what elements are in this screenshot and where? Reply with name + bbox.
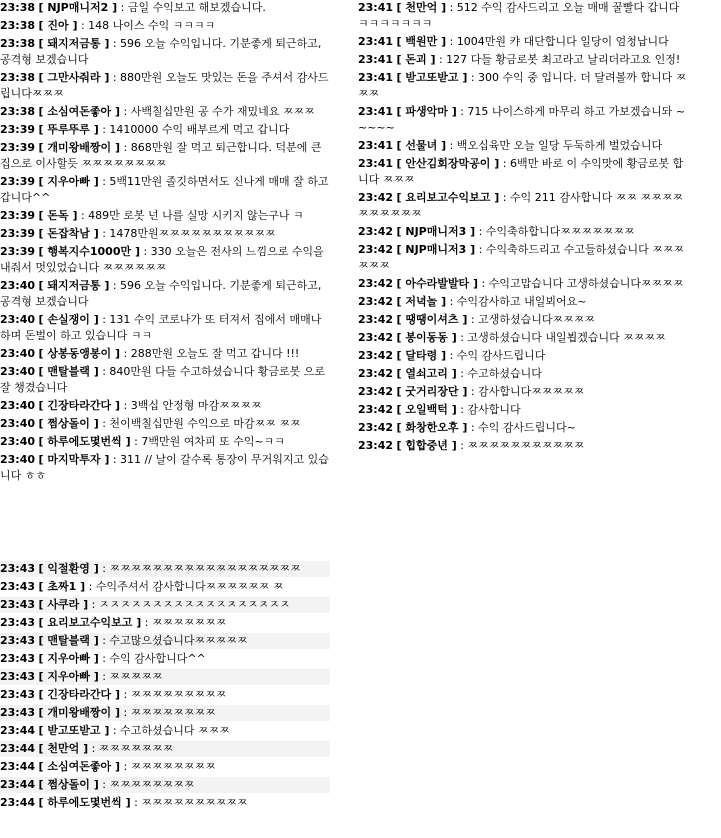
chat-message [0, 312, 330, 344]
message-time: 23:39 [0, 141, 36, 154]
message-text: : 715 나이스하게 마무리 하고 가보겠습니돠 ~~~~~ [358, 105, 686, 134]
message-nickname: [ 돼지저금통 ] [38, 279, 110, 292]
message-text: : 840만원 다들 수고하셨습니다 황금로봇 으로 잘 챙겼습니다 [0, 365, 326, 394]
chat-message [358, 420, 688, 436]
chat-message [0, 70, 330, 102]
message-nickname: [ 맨탈블랙 ] [38, 634, 99, 647]
message-nickname: [ 소심여돈좋아 ] [38, 105, 120, 118]
message-nickname: [ 요리보고수익보고 ] [396, 191, 500, 204]
message-text: : 3백십 안정형 마감ㅉㅉㅉㅉ [123, 399, 262, 412]
message-text: : 288만원 오늘도 잘 먹고 갑니다 !!! [123, 347, 300, 360]
message-text: : 5백11만원 졸깃하면서도 신나게 매매 잘 하고 갑니다^^ [0, 175, 329, 204]
chat-message [0, 741, 330, 757]
message-time: 23:40 [0, 399, 36, 412]
message-nickname: [ 지우아빠 ] [38, 670, 99, 683]
message-time: 23:43 [0, 598, 36, 611]
message-time: 23:42 [358, 349, 394, 362]
message-text: : ㅉㅉㅉㅉㅉㅉㅉㅉ [123, 706, 216, 719]
message-text: : 감사합니다 [460, 403, 521, 416]
message-nickname: [ 받고또받고 ] [38, 724, 110, 737]
message-nickname: [ 사쿠라 ] [38, 598, 89, 611]
message-nickname: [ 저녁놀 ] [396, 295, 447, 308]
message-nickname: [ NJP매니저3 ] [396, 225, 476, 238]
message-nickname: [ 안산김회장막공이 ] [396, 157, 500, 170]
chat-message [0, 278, 330, 310]
message-time: 23:42 [358, 295, 394, 308]
message-time: 23:39 [0, 175, 36, 188]
message-text: : 7백만원 여차피 또 수익~ㅋㅋ [134, 435, 285, 448]
chat-message [358, 330, 688, 346]
chat-message [358, 312, 688, 328]
message-nickname: [ 땡땡이셔츠 ] [396, 313, 468, 326]
chat-message [0, 122, 330, 138]
message-nickname: [ 긴장타라간다 ] [38, 399, 120, 412]
message-text: : 수익축하합니다ㅉㅉㅉㅉㅉㅉㅉ [478, 225, 635, 238]
message-time: 23:40 [0, 313, 36, 326]
chat-message [358, 224, 688, 240]
chat-log-left [0, 0, 330, 486]
message-text: : 330 오늘은 전사의 느낌으로 수익을 내줘서 멋있었습니다 ㅉㅉㅉㅉㅉㅉ [0, 245, 324, 274]
chat-message [0, 669, 330, 685]
message-nickname: [ 개미왕배짱이 ] [38, 706, 120, 719]
chat-message [0, 795, 330, 811]
message-time: 23:43 [0, 562, 36, 575]
chat-message [358, 438, 688, 454]
message-time: 23:41 [358, 71, 394, 84]
chat-message [358, 348, 688, 364]
chat-message [358, 156, 688, 188]
chat-message [0, 452, 330, 484]
message-time: 23:42 [358, 385, 394, 398]
message-text: : 감사합니다ㅉㅉㅉㅉㅉ [470, 385, 585, 398]
message-time: 23:42 [358, 403, 394, 416]
message-text: : ㅉㅉㅉㅉㅉㅉㅉㅉ [123, 760, 216, 773]
chat-message [0, 140, 330, 172]
message-time: 23:39 [0, 245, 36, 258]
message-time: 23:41 [358, 157, 394, 170]
chat-message [0, 561, 330, 577]
chat-message [0, 364, 330, 396]
message-text: : 천이백칠십만원 수익으로 마감ㅉㅉ ㅉㅉ [102, 417, 301, 430]
message-time: 23:38 [0, 105, 36, 118]
chat-message [358, 0, 688, 32]
message-text: : 148 나이스 수익 ㅋㅋㅋㅋ [80, 19, 216, 32]
chat-message [358, 242, 688, 274]
message-text: : ㅉㅉㅉㅉㅉㅉㅉㅉㅉㅉ [134, 796, 248, 809]
message-time: 23:41 [358, 105, 394, 118]
message-nickname: [ 개미왕배짱이 ] [38, 141, 120, 154]
message-nickname: [ 맨탈블랙 ] [38, 365, 99, 378]
chat-message [0, 244, 330, 276]
message-time: 23:44 [0, 760, 36, 773]
message-nickname: [ 요리보고수익보고 ] [38, 616, 142, 629]
message-nickname: [ 열쇠고리 ] [396, 367, 457, 380]
message-time: 23:38 [0, 71, 36, 84]
message-nickname: [ 돈잡착남 ] [38, 227, 99, 240]
message-time: 23:42 [358, 439, 394, 452]
message-nickname: [ 지우아빠 ] [38, 175, 99, 188]
message-nickname: [ 돈독 ] [38, 209, 78, 222]
message-text: : 1478만원ㅉㅉㅉㅉㅉㅉㅉㅉㅉㅉㅉ [102, 227, 276, 240]
chat-message [358, 294, 688, 310]
message-text: : 131 수익 코로나가 또 터져서 집에서 매매나 하며 돈벌이 하고 있습니다 ㅋㅋ [0, 313, 322, 342]
message-nickname: [ 돼지저금통 ] [38, 37, 110, 50]
message-time: 23:44 [0, 796, 36, 809]
message-time: 23:38 [0, 37, 36, 50]
message-nickname: [ 쩜상돌이 ] [38, 417, 99, 430]
message-nickname: [ 하루에도몇번씩 ] [38, 435, 131, 448]
message-text: : 수익주셔서 감사합니다ㅉㅉㅉㅉㅉㅉ ㅉ [88, 580, 284, 593]
message-text: : ㅉㅉㅉㅉㅉㅉㅉㅉㅉ [123, 688, 227, 701]
chat-message [0, 633, 330, 649]
message-text: : 백오십육만 오늘 일당 두둑하게 벌었습니다 [449, 139, 663, 152]
chat-message [0, 104, 330, 120]
chat-message [358, 384, 688, 400]
chat-message [358, 34, 688, 50]
message-time: 23:41 [358, 53, 394, 66]
message-text: : ㅉㅉㅉㅉㅉㅉㅉㅉ [102, 778, 195, 791]
message-text: : ㅉㅉㅉㅉㅉㅉㅉㅉㅉㅉㅉㅉㅉㅉㅉㅉㅉㅉ [102, 562, 301, 575]
chat-message [0, 705, 330, 721]
message-text: : 489만 로봇 넌 나를 실망 시키지 않는구나 ㅋ [80, 209, 304, 222]
message-nickname: [ 천만억 ] [396, 1, 447, 14]
chat-message [358, 190, 688, 222]
chat-message [0, 346, 330, 362]
message-time: 23:40 [0, 417, 36, 430]
message-nickname: [ 달타령 ] [396, 349, 447, 362]
chat-log-bottom [0, 561, 330, 813]
message-text: : 고생하셨습니다ㅉㅉㅉㅉ [470, 313, 595, 326]
message-text: : 1410000 수익 배부르게 먹고 갑니다 [102, 123, 290, 136]
message-nickname: [ NJP매니저2 ] [38, 1, 118, 14]
message-time: 23:42 [358, 277, 394, 290]
chat-message [0, 777, 330, 793]
message-time: 23:40 [0, 279, 36, 292]
message-time: 23:38 [0, 19, 36, 32]
message-time: 23:39 [0, 209, 36, 222]
message-time: 23:44 [0, 724, 36, 737]
chat-message [0, 18, 330, 34]
message-nickname: [ 천만억 ] [38, 742, 89, 755]
chat-message [0, 226, 330, 242]
chat-message [358, 138, 688, 154]
message-text: : 수익고맙습니다 고생하셨습니다ㅉㅉㅉㅉ [481, 277, 684, 290]
message-text: : 수익 211 감사합니다 ㅉㅉ ㅉㅉㅉㅉㅉㅉㅉㅉㅉㅉ [358, 191, 684, 220]
message-time: 23:39 [0, 123, 36, 136]
message-nickname: [ 선물녀 ] [396, 139, 447, 152]
chat-message [358, 104, 688, 136]
message-time: 23:43 [0, 688, 36, 701]
message-nickname: [ 쩜상돌이 ] [38, 778, 99, 791]
message-text: : 311 // 날이 갈수록 통장이 무거워지고 있습니다 ㅎㅎ [0, 453, 329, 482]
message-nickname: [ 파생악마 ] [396, 105, 457, 118]
message-text: : ㅉㅉㅉㅉㅉㅉㅉㅉㅉㅉㅉ [460, 439, 585, 452]
message-time: 23:43 [0, 580, 36, 593]
chat-message [0, 759, 330, 775]
message-time: 23:40 [0, 365, 36, 378]
message-nickname: [ 봉이동동 ] [396, 331, 457, 344]
message-time: 23:41 [358, 35, 394, 48]
message-nickname: [ 익절환영 ] [38, 562, 99, 575]
message-nickname: [ NJP매니저3 ] [396, 243, 476, 256]
chat-message [358, 52, 688, 68]
chat-message [0, 208, 330, 224]
chat-log-right [358, 0, 688, 456]
message-nickname: [ 힙합중년 ] [396, 439, 457, 452]
message-text: : 수고하셨습니다 ㅉㅉㅉ [112, 724, 230, 737]
message-time: 23:41 [358, 1, 394, 14]
chat-message [0, 579, 330, 595]
message-text: : 512 수익 감사드리고 오늘 매매 꿀빨다 갑니다 ㅋㅋㅋㅋㅋㅋㅋ [358, 1, 680, 30]
chat-message [0, 434, 330, 450]
chat-message [0, 597, 330, 613]
message-text: : ㅉㅉㅉㅉㅉㅉㅉ [144, 616, 227, 629]
message-time: 23:42 [358, 191, 394, 204]
message-text: : 596 오늘 수익입니다. 기분좋게 퇴근하고, 공격형 보겠습니다 [0, 279, 322, 308]
message-time: 23:43 [0, 616, 36, 629]
message-nickname: [ 돈괴 ] [396, 53, 436, 66]
message-text: : 고생하셨습니다 내일뵙겠습니다 ㅉㅉㅉㅉ [460, 331, 666, 344]
message-nickname: [ 그만사줘라 ] [38, 71, 110, 84]
message-text: : 금일 수익보고 해보겠습니다. [120, 1, 266, 14]
message-text: : ㅉㅉㅉㅉㅉ [102, 670, 163, 683]
message-time: 23:42 [358, 367, 394, 380]
message-time: 23:42 [358, 243, 394, 256]
message-nickname: [ 상봉동앵봉이 ] [38, 347, 120, 360]
message-text: : 수익 감사드립니다~ [470, 421, 576, 434]
message-nickname: [ 손실쟁이 ] [38, 313, 99, 326]
message-time: 23:41 [358, 139, 394, 152]
chat-message [0, 36, 330, 68]
chat-message [0, 723, 330, 739]
message-nickname: [ 긴장타라간다 ] [38, 688, 120, 701]
message-nickname: [ 소심여돈좋아 ] [38, 760, 120, 773]
message-text: : ㅈㅈㅈㅈㅈㅈㅈㅈㅈㅈㅈㅈㅈㅈㅈㅈㅈㅈ [91, 598, 291, 611]
message-time: 23:39 [0, 227, 36, 240]
message-nickname: [ 진아 ] [38, 19, 78, 32]
chat-message [0, 174, 330, 206]
chat-message [358, 402, 688, 418]
message-text: : 수익감사하고 내일뵈어요~ [449, 295, 587, 308]
message-text: : 사백칠십만원 공 수가 재밌네요 ㅉㅉㅉ [123, 105, 315, 118]
message-nickname: [ 뚜루뚜루 ] [38, 123, 99, 136]
message-nickname: [ 화창한오후 ] [396, 421, 468, 434]
message-nickname: [ 하루에도몇번씩 ] [38, 796, 131, 809]
message-time: 23:42 [358, 313, 394, 326]
message-text: : 880만원 오늘도 맛있는 돈을 주셔서 감사드립니다ㅉㅉㅉ [0, 71, 329, 100]
message-time: 23:38 [0, 1, 36, 14]
message-nickname: [ 백원만 ] [396, 35, 447, 48]
chat-message [358, 276, 688, 292]
message-nickname: [ 행복지수1000만 ] [38, 245, 140, 258]
chat-message [0, 398, 330, 414]
message-time: 23:40 [0, 453, 36, 466]
message-nickname: [ 초짜1 ] [38, 580, 86, 593]
chat-message [358, 70, 688, 102]
message-time: 23:43 [0, 634, 36, 647]
message-time: 23:43 [0, 652, 36, 665]
message-text: : 수익축하드리고 수고들하셨습니다 ㅉㅉㅉㅉㅉㅉ [358, 243, 685, 272]
message-text: : 수고하셨습니다 [460, 367, 542, 380]
message-text: : 수익 감사합니다^^ [102, 652, 206, 665]
message-time: 23:42 [358, 421, 394, 434]
message-nickname: [ 아수라발발타 ] [396, 277, 478, 290]
message-text: : 596 오늘 수익입니다. 기분좋게 퇴근하고, 공격형 보겠습니다 [0, 37, 322, 66]
message-time: 23:40 [0, 347, 36, 360]
message-text: : 300 수익 중 입니다. 더 달려볼까 합니다 ㅉㅉㅉ [358, 71, 687, 100]
chat-message [0, 0, 330, 16]
message-nickname: [ 지우아빠 ] [38, 652, 99, 665]
message-text: : 127 다들 황금로봇 최고라고 날리더라고요 인정! [438, 53, 681, 66]
message-text: : ㅉㅉㅉㅉㅉㅉㅉ [91, 742, 174, 755]
message-nickname: [ 받고또받고 ] [396, 71, 468, 84]
message-time: 23:42 [358, 331, 394, 344]
chat-message [0, 687, 330, 703]
message-nickname: [ 오일백턱 ] [396, 403, 457, 416]
message-time: 23:40 [0, 435, 36, 448]
message-time: 23:43 [0, 670, 36, 683]
message-time: 23:42 [358, 225, 394, 238]
message-text: : 수익 감사드립니다 [449, 349, 546, 362]
message-text: : 868만원 잘 먹고 퇴근합니다. 덕분에 큰 집으로 이사할듯 ㅉㅉㅉㅉㅉㅉㅉㅉ [0, 141, 322, 170]
message-time: 23:44 [0, 742, 36, 755]
chat-message [0, 651, 330, 667]
message-text: : 6백만 바로 이 수익맛에 황금로봇 합니다 ㅉㅉㅉ [358, 157, 684, 186]
message-nickname: [ 굿거리장단 ] [396, 385, 468, 398]
message-text: : 1004만원 캬 대단합니다 일당이 엄청납니다 [449, 35, 669, 48]
chat-message [0, 416, 330, 432]
message-nickname: [ 마지막투자 ] [38, 453, 110, 466]
message-text: : 수고많으셨습니다ㅉㅉㅉㅉㅉ [102, 634, 248, 647]
chat-message [358, 366, 688, 382]
message-time: 23:43 [0, 706, 36, 719]
chat-message [0, 615, 330, 631]
message-time: 23:44 [0, 778, 36, 791]
